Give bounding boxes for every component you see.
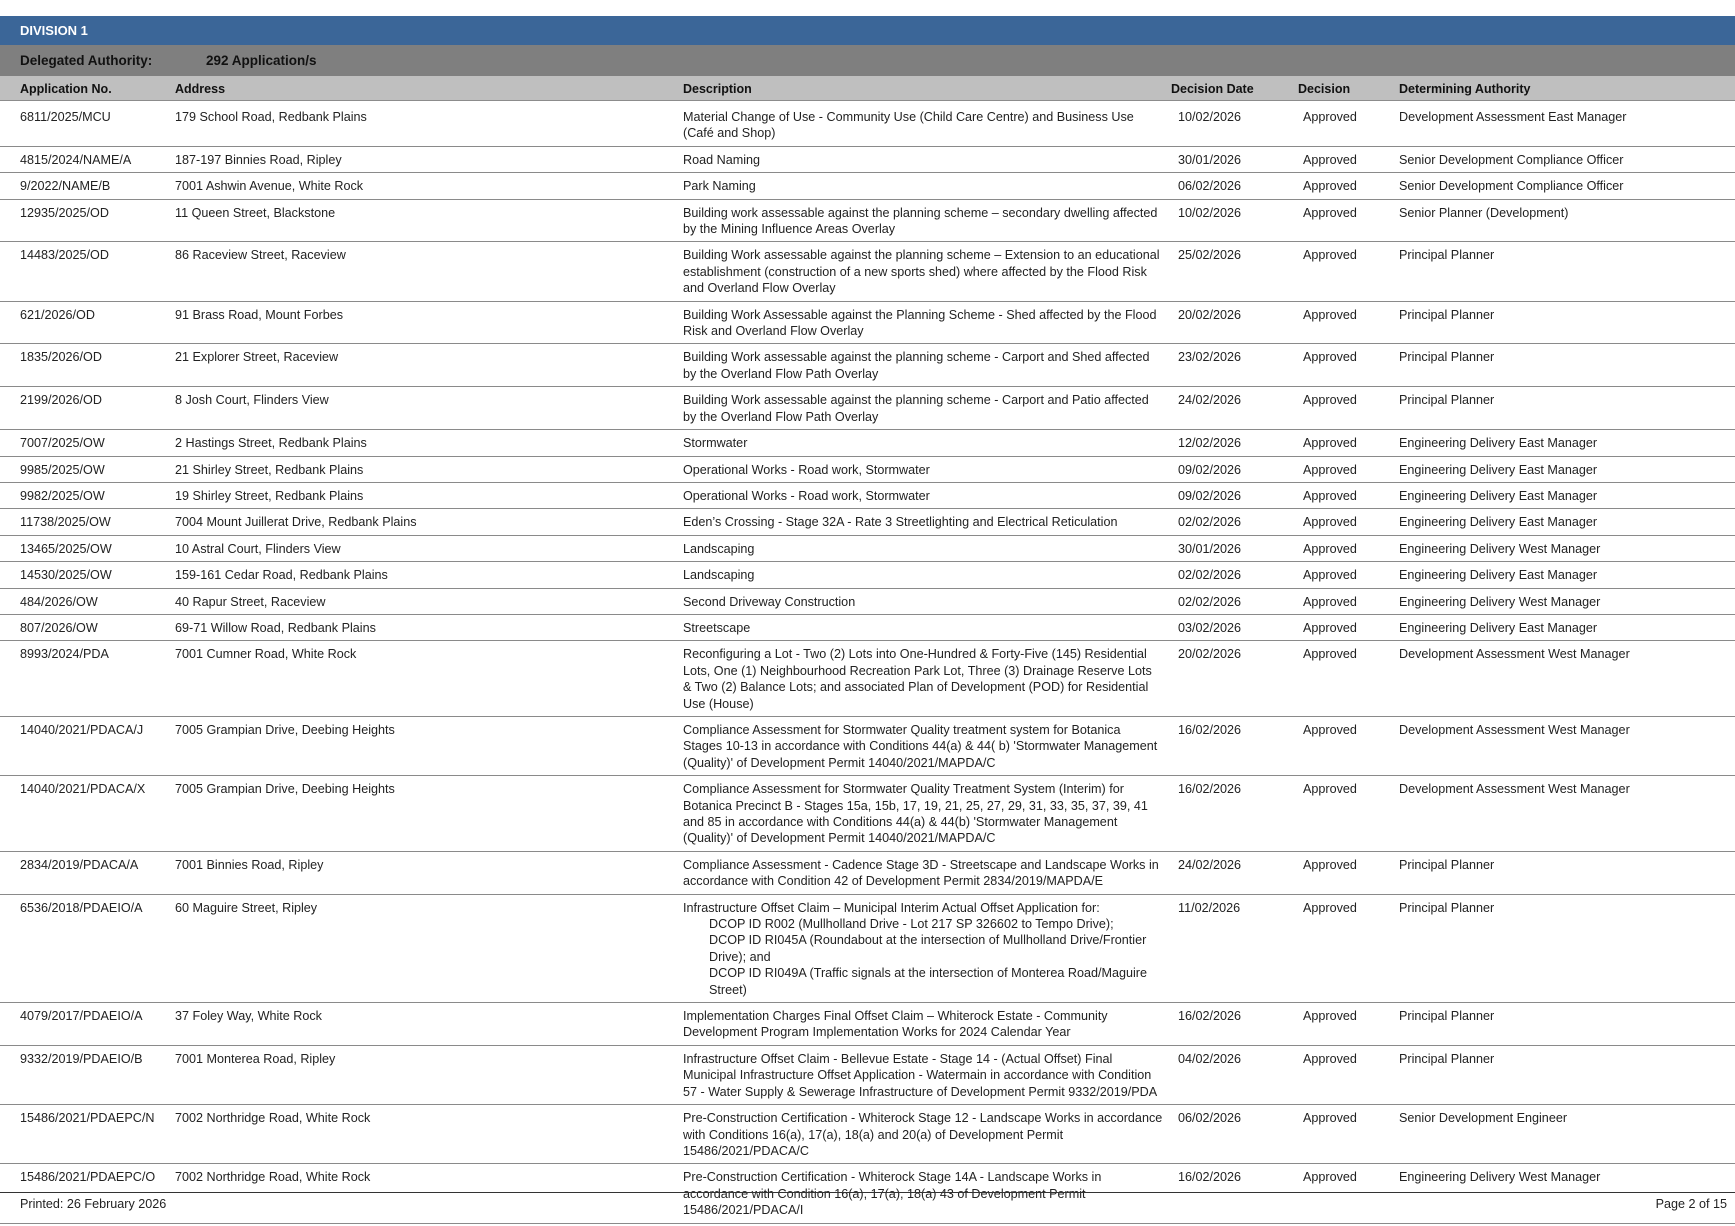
- column-header-determining-authority: Determining Authority: [1399, 76, 1735, 103]
- decision-status: Approved: [1298, 430, 1399, 456]
- address-cell: 60 Maguire Street, Ripley: [175, 894, 683, 1002]
- decision-status: Approved: [1298, 894, 1399, 1002]
- decision-date: 09/02/2026: [1171, 456, 1298, 482]
- determining-authority: Principal Planner: [1399, 851, 1735, 894]
- decision-date: 10/02/2026: [1171, 103, 1298, 147]
- application-number: 9985/2025/OW: [0, 456, 175, 482]
- description-cell: [683, 482, 1171, 508]
- decision-status: Approved: [1298, 344, 1399, 387]
- description-cell: [683, 1003, 1171, 1046]
- address-cell: 7002 Northridge Road, White Rock: [175, 1105, 683, 1164]
- decision-date: 06/02/2026: [1171, 173, 1298, 199]
- application-number: 11738/2025/OW: [0, 509, 175, 535]
- address-cell: 21 Explorer Street, Raceview: [175, 344, 683, 387]
- description-cell: [683, 894, 1171, 1002]
- decision-date: 25/02/2026: [1171, 242, 1298, 301]
- description-line: Pre-Construction Certification - Whiterock Stage 12 - Landscape Works in accordance with Conditions 16(a), 17(a), 18(a) and 20(a) of Development Permit 15486/2021/PDACA/C: [683, 1111, 1163, 1158]
- table-row: [0, 851, 1735, 894]
- determining-authority: Engineering Delivery East Manager: [1399, 456, 1735, 482]
- authority-header: [0, 45, 1735, 76]
- decision-date: 20/02/2026: [1171, 301, 1298, 344]
- description-line: Park Naming: [683, 179, 756, 194]
- address-cell: 7001 Ashwin Avenue, White Rock: [175, 173, 683, 199]
- address-cell: 8 Josh Court, Flinders View: [175, 387, 683, 430]
- determining-authority: Senior Development Engineer: [1399, 1105, 1735, 1164]
- application-number: 9332/2019/PDAEIO/B: [0, 1045, 175, 1104]
- determining-authority: Engineering Delivery East Manager: [1399, 614, 1735, 640]
- address-cell: 91 Brass Road, Mount Forbes: [175, 301, 683, 344]
- description-line: Reconfiguring a Lot - Two (2) Lots into One-Hundred & Forty-Five (145) Residential Lots, One (1) Neighbourhood Recreation Park Lot, Three (3) Drainage Reserve Lots & Two (2) Balance Lots; and associated Plan of Development (POD) for Residential Use (House): [683, 647, 1152, 711]
- determining-authority: Principal Planner: [1399, 242, 1735, 301]
- description-cell: [683, 387, 1171, 430]
- decision-date: 02/02/2026: [1171, 562, 1298, 588]
- table-row: [0, 588, 1735, 614]
- decision-status: Approved: [1298, 482, 1399, 508]
- description-cell: [683, 588, 1171, 614]
- address-cell: 2 Hastings Street, Redbank Plains: [175, 430, 683, 456]
- decision-status: Approved: [1298, 173, 1399, 199]
- decision-date: 02/02/2026: [1171, 588, 1298, 614]
- description-line: Infrastructure Offset Claim - Bellevue Estate - Stage 14 - (Actual Offset) Final Municipal Infrastructure Offset Application - Watermain in accordance with Condition 57 - Water Supply & Sewerage Infrastructure of Development Permit 9332/2019/PDA: [683, 1051, 1158, 1099]
- page-footer: [0, 1192, 1735, 1215]
- description-cell: [683, 614, 1171, 640]
- description-cell: [683, 776, 1171, 852]
- application-number: 2199/2026/OD: [0, 387, 175, 430]
- address-cell: 7005 Grampian Drive, Deebing Heights: [175, 776, 683, 852]
- column-header-decision-date: Decision Date: [1171, 76, 1298, 103]
- determining-authority: Principal Planner: [1399, 1045, 1735, 1104]
- description-line: DCOP ID RI049A (Traffic signals at the intersection of Monterea Road/Maguire Street): [709, 966, 1147, 997]
- description-line: Landscaping: [683, 541, 755, 556]
- decision-status: Approved: [1298, 199, 1399, 242]
- table-row: [0, 456, 1735, 482]
- description-line: Stormwater: [683, 436, 748, 451]
- determining-authority: Senior Development Compliance Officer: [1399, 146, 1735, 172]
- application-number: 807/2026/OW: [0, 614, 175, 640]
- authority-label: Delegated Authority:: [20, 53, 153, 68]
- address-cell: 19 Shirley Street, Redbank Plains: [175, 482, 683, 508]
- table-row: [0, 641, 1735, 717]
- address-cell: 187-197 Binnies Road, Ripley: [175, 146, 683, 172]
- determining-authority: Engineering Delivery East Manager: [1399, 482, 1735, 508]
- application-number: 6811/2025/MCU: [0, 103, 175, 147]
- decision-date: 16/02/2026: [1171, 1003, 1298, 1046]
- table-row: [0, 562, 1735, 588]
- decision-date: 30/01/2026: [1171, 146, 1298, 172]
- description-line: Road Naming: [683, 152, 761, 167]
- determining-authority: Engineering Delivery West Manager: [1399, 1164, 1735, 1223]
- table-row: [0, 1105, 1735, 1164]
- description-line: Operational Works - Road work, Stormwater: [683, 462, 930, 477]
- application-number: 4815/2024/NAME/A: [0, 146, 175, 172]
- application-number: 12935/2025/OD: [0, 199, 175, 242]
- decision-status: Approved: [1298, 776, 1399, 852]
- address-cell: 7004 Mount Juillerat Drive, Redbank Plains: [175, 509, 683, 535]
- determining-authority: Development Assessment West Manager: [1399, 641, 1735, 717]
- table-row: [0, 509, 1735, 535]
- decision-status: Approved: [1298, 1105, 1399, 1164]
- determining-authority: Principal Planner: [1399, 894, 1735, 1002]
- decision-date: 30/01/2026: [1171, 535, 1298, 561]
- address-cell: 179 School Road, Redbank Plains: [175, 103, 683, 147]
- description-line: DCOP ID R002 (Mullholland Drive - Lot 217 SP 326602 to Tempo Drive);: [709, 917, 1114, 932]
- determining-authority: Principal Planner: [1399, 1003, 1735, 1046]
- table-row: [0, 301, 1735, 344]
- table-row: [0, 1045, 1735, 1104]
- address-cell: 7001 Binnies Road, Ripley: [175, 851, 683, 894]
- decision-date: 03/02/2026: [1171, 614, 1298, 640]
- decision-status: Approved: [1298, 588, 1399, 614]
- division-header: DIVISION 1: [0, 16, 1735, 45]
- description-line: Pre-Construction Certification - Whiterock Stage 14A - Landscape Works in accordance with Condition 16(a), 17(a), 18(a) 43 of Development Permit 15486/2021/PDACA/I: [683, 1170, 1102, 1218]
- address-cell: 21 Shirley Street, Redbank Plains: [175, 456, 683, 482]
- decision-status: Approved: [1298, 1164, 1399, 1223]
- description-line: Building Work Assessable against the Planning Scheme - Shed affected by the Flood Risk and Overland Flow Overlay: [683, 307, 1157, 339]
- application-number: 4079/2017/PDAEIO/A: [0, 1003, 175, 1046]
- description-cell: [683, 103, 1171, 147]
- description-line: Building Work assessable against the planning scheme - Carport and Shed affected by the Overland Flow Path Overlay: [683, 350, 1150, 381]
- description-cell: [683, 509, 1171, 535]
- determining-authority: Engineering Delivery East Manager: [1399, 509, 1735, 535]
- description-cell: [683, 199, 1171, 242]
- application-number: 13465/2025/OW: [0, 535, 175, 561]
- table-row: [0, 482, 1735, 508]
- decision-date: 24/02/2026: [1171, 851, 1298, 894]
- determining-authority: Principal Planner: [1399, 344, 1735, 387]
- table-row: [0, 344, 1735, 387]
- decision-date: 16/02/2026: [1171, 716, 1298, 775]
- table-row: [0, 535, 1735, 561]
- decision-status: Approved: [1298, 851, 1399, 894]
- description-cell: [683, 641, 1171, 717]
- table-body: [0, 103, 1735, 1224]
- determining-authority: Engineering Delivery East Manager: [1399, 562, 1735, 588]
- column-header-application-no: Application No.: [0, 76, 175, 103]
- application-number: 9/2022/NAME/B: [0, 173, 175, 199]
- decision-status: Approved: [1298, 301, 1399, 344]
- application-number: 484/2026/OW: [0, 588, 175, 614]
- decision-date: 10/02/2026: [1171, 199, 1298, 242]
- description-line: Building Work assessable against the planning scheme – Extension to an educational establishment (construction of a new sports shed) where affected by the Flood Risk and Overland Flow Overlay: [683, 248, 1160, 296]
- page-number: Page 2 of 15: [1655, 1197, 1727, 1211]
- description-cell: [683, 1045, 1171, 1104]
- determining-authority: Senior Planner (Development): [1399, 199, 1735, 242]
- application-number: 8993/2024/PDA: [0, 641, 175, 717]
- table-row: [0, 387, 1735, 430]
- printed-date: Printed: 26 February 2026: [20, 1197, 167, 1211]
- decision-status: Approved: [1298, 535, 1399, 561]
- address-cell: 7001 Monterea Road, Ripley: [175, 1045, 683, 1104]
- address-cell: 37 Foley Way, White Rock: [175, 1003, 683, 1046]
- table-row: [0, 199, 1735, 242]
- decision-status: Approved: [1298, 641, 1399, 717]
- description-cell: [683, 562, 1171, 588]
- address-cell: 7005 Grampian Drive, Deebing Heights: [175, 716, 683, 775]
- decision-status: Approved: [1298, 716, 1399, 775]
- decision-date: 09/02/2026: [1171, 482, 1298, 508]
- address-cell: 69-71 Willow Road, Redbank Plains: [175, 614, 683, 640]
- application-number: 621/2026/OD: [0, 301, 175, 344]
- column-header-decision: Decision: [1298, 76, 1399, 103]
- table-row: [0, 146, 1735, 172]
- table-row: [0, 430, 1735, 456]
- table-row: [0, 103, 1735, 147]
- decision-date: 04/02/2026: [1171, 1045, 1298, 1104]
- address-cell: 7002 Northridge Road, White Rock: [175, 1164, 683, 1223]
- description-line: Second Driveway Construction: [683, 594, 856, 609]
- description-cell: [683, 456, 1171, 482]
- application-number: 9982/2025/OW: [0, 482, 175, 508]
- application-count: 292 Application/s: [206, 53, 317, 68]
- description-line: Streetscape: [683, 620, 751, 635]
- description-line: Compliance Assessment for Stormwater Quality Treatment System (Interim) for Botanica Precinct B - Stages 15a, 15b, 17, 19, 21, 25, 27, 29, 31, 33, 35, 37, 39, 41 and 85 in accordance with Conditions 44(a) & 44(b) 'Stormwater Management (Quality)' of Development Permit 14040/2021/MAPDA/C: [683, 782, 1148, 846]
- application-number: 14040/2021/PDACA/X: [0, 776, 175, 852]
- column-header-address: Address: [175, 76, 683, 103]
- description-cell: [683, 535, 1171, 561]
- table-row: [0, 1003, 1735, 1046]
- decision-date: 20/02/2026: [1171, 641, 1298, 717]
- address-cell: 86 Raceview Street, Raceview: [175, 242, 683, 301]
- decision-date: 12/02/2026: [1171, 430, 1298, 456]
- determining-authority: Senior Development Compliance Officer: [1399, 173, 1735, 199]
- description-cell: [683, 851, 1171, 894]
- decision-status: Approved: [1298, 562, 1399, 588]
- description-line: Material Change of Use - Community Use (Child Care Centre) and Business Use (Café and Shop): [683, 110, 1134, 141]
- determining-authority: Engineering Delivery West Manager: [1399, 588, 1735, 614]
- decision-date: 16/02/2026: [1171, 1164, 1298, 1223]
- decision-status: Approved: [1298, 614, 1399, 640]
- decision-status: Approved: [1298, 509, 1399, 535]
- application-number: 7007/2025/OW: [0, 430, 175, 456]
- application-number: 15486/2021/PDAEPC/N: [0, 1105, 175, 1164]
- description-line: Compliance Assessment - Cadence Stage 3D - Streetscape and Landscape Works in accordance with Condition 42 of Development Permit 2834/2019/MAPDA/E: [683, 857, 1159, 889]
- report-page: [0, 16, 1735, 1224]
- application-number: 14040/2021/PDACA/J: [0, 716, 175, 775]
- table-row: [0, 614, 1735, 640]
- decision-status: Approved: [1298, 1045, 1399, 1104]
- decision-date: 06/02/2026: [1171, 1105, 1298, 1164]
- determining-authority: Principal Planner: [1399, 301, 1735, 344]
- table-row: [0, 894, 1735, 1002]
- decision-date: 16/02/2026: [1171, 776, 1298, 852]
- address-cell: 11 Queen Street, Blackstone: [175, 199, 683, 242]
- description-line: Landscaping: [683, 568, 755, 583]
- description-cell: [683, 301, 1171, 344]
- decision-date: 02/02/2026: [1171, 509, 1298, 535]
- description-cell: [683, 344, 1171, 387]
- determining-authority: Development Assessment West Manager: [1399, 776, 1735, 852]
- decision-status: Approved: [1298, 1003, 1399, 1046]
- table-row: [0, 242, 1735, 301]
- description-line: Compliance Assessment for Stormwater Quality treatment system for Botanica Stages 10-13 in accordance with Conditions 44(a) & 44( b) 'Stormwater Management (Quality)' of Development Permit 14040/2021/MAPDA/C: [683, 722, 1158, 770]
- determining-authority: Principal Planner: [1399, 387, 1735, 430]
- table-row: [0, 173, 1735, 199]
- description-line: Eden’s Crossing - Stage 32A - Rate 3 Streetlighting and Electrical Reticulation: [683, 515, 1118, 530]
- description-cell: [683, 1105, 1171, 1164]
- table-header: [0, 76, 1735, 103]
- application-number: 1835/2026/OD: [0, 344, 175, 387]
- decision-status: Approved: [1298, 456, 1399, 482]
- address-cell: 159-161 Cedar Road, Redbank Plains: [175, 562, 683, 588]
- description-line: Implementation Charges Final Offset Claim – Whiterock Estate - Community Development Program Implementation Works for 2024 Calendar Year: [683, 1009, 1108, 1040]
- description-cell: [683, 430, 1171, 456]
- description-cell: [683, 242, 1171, 301]
- decision-date: 11/02/2026: [1171, 894, 1298, 1002]
- decision-date: 23/02/2026: [1171, 344, 1298, 387]
- decision-date: 24/02/2026: [1171, 387, 1298, 430]
- description-cell: [683, 173, 1171, 199]
- table-row: [0, 716, 1735, 775]
- address-cell: 10 Astral Court, Flinders View: [175, 535, 683, 561]
- application-number: 6536/2018/PDAEIO/A: [0, 894, 175, 1002]
- determining-authority: Engineering Delivery East Manager: [1399, 430, 1735, 456]
- column-header-description: Description: [683, 76, 1171, 103]
- address-cell: 40 Rapur Street, Raceview: [175, 588, 683, 614]
- description-line: Building work assessable against the planning scheme – secondary dwelling affected by the Mining Influence Areas Overlay: [683, 205, 1158, 237]
- application-number: 2834/2019/PDACA/A: [0, 851, 175, 894]
- determining-authority: Engineering Delivery West Manager: [1399, 535, 1735, 561]
- description-cell: [683, 146, 1171, 172]
- decision-status: Approved: [1298, 146, 1399, 172]
- application-number: 15486/2021/PDAEPC/O: [0, 1164, 175, 1223]
- application-number: 14483/2025/OD: [0, 242, 175, 301]
- decision-status: Approved: [1298, 242, 1399, 301]
- determining-authority: Development Assessment East Manager: [1399, 103, 1735, 147]
- description-line: Infrastructure Offset Claim – Municipal Interim Actual Offset Application for:: [683, 900, 1100, 915]
- description-line: Building Work assessable against the planning scheme - Carport and Patio affected by the Overland Flow Path Overlay: [683, 393, 1149, 424]
- description-line: DCOP ID RI045A (Roundabout at the intersection of Mullholland Drive/Frontier Drive); and: [709, 933, 1147, 964]
- decision-status: Approved: [1298, 103, 1399, 147]
- description-cell: [683, 716, 1171, 775]
- application-number: 14530/2025/OW: [0, 562, 175, 588]
- determining-authority: Development Assessment West Manager: [1399, 716, 1735, 775]
- description-line: Operational Works - Road work, Stormwater: [683, 488, 930, 503]
- decision-status: Approved: [1298, 387, 1399, 430]
- table-row: [0, 776, 1735, 852]
- address-cell: 7001 Cumner Road, White Rock: [175, 641, 683, 717]
- applications-table: [0, 76, 1735, 1224]
